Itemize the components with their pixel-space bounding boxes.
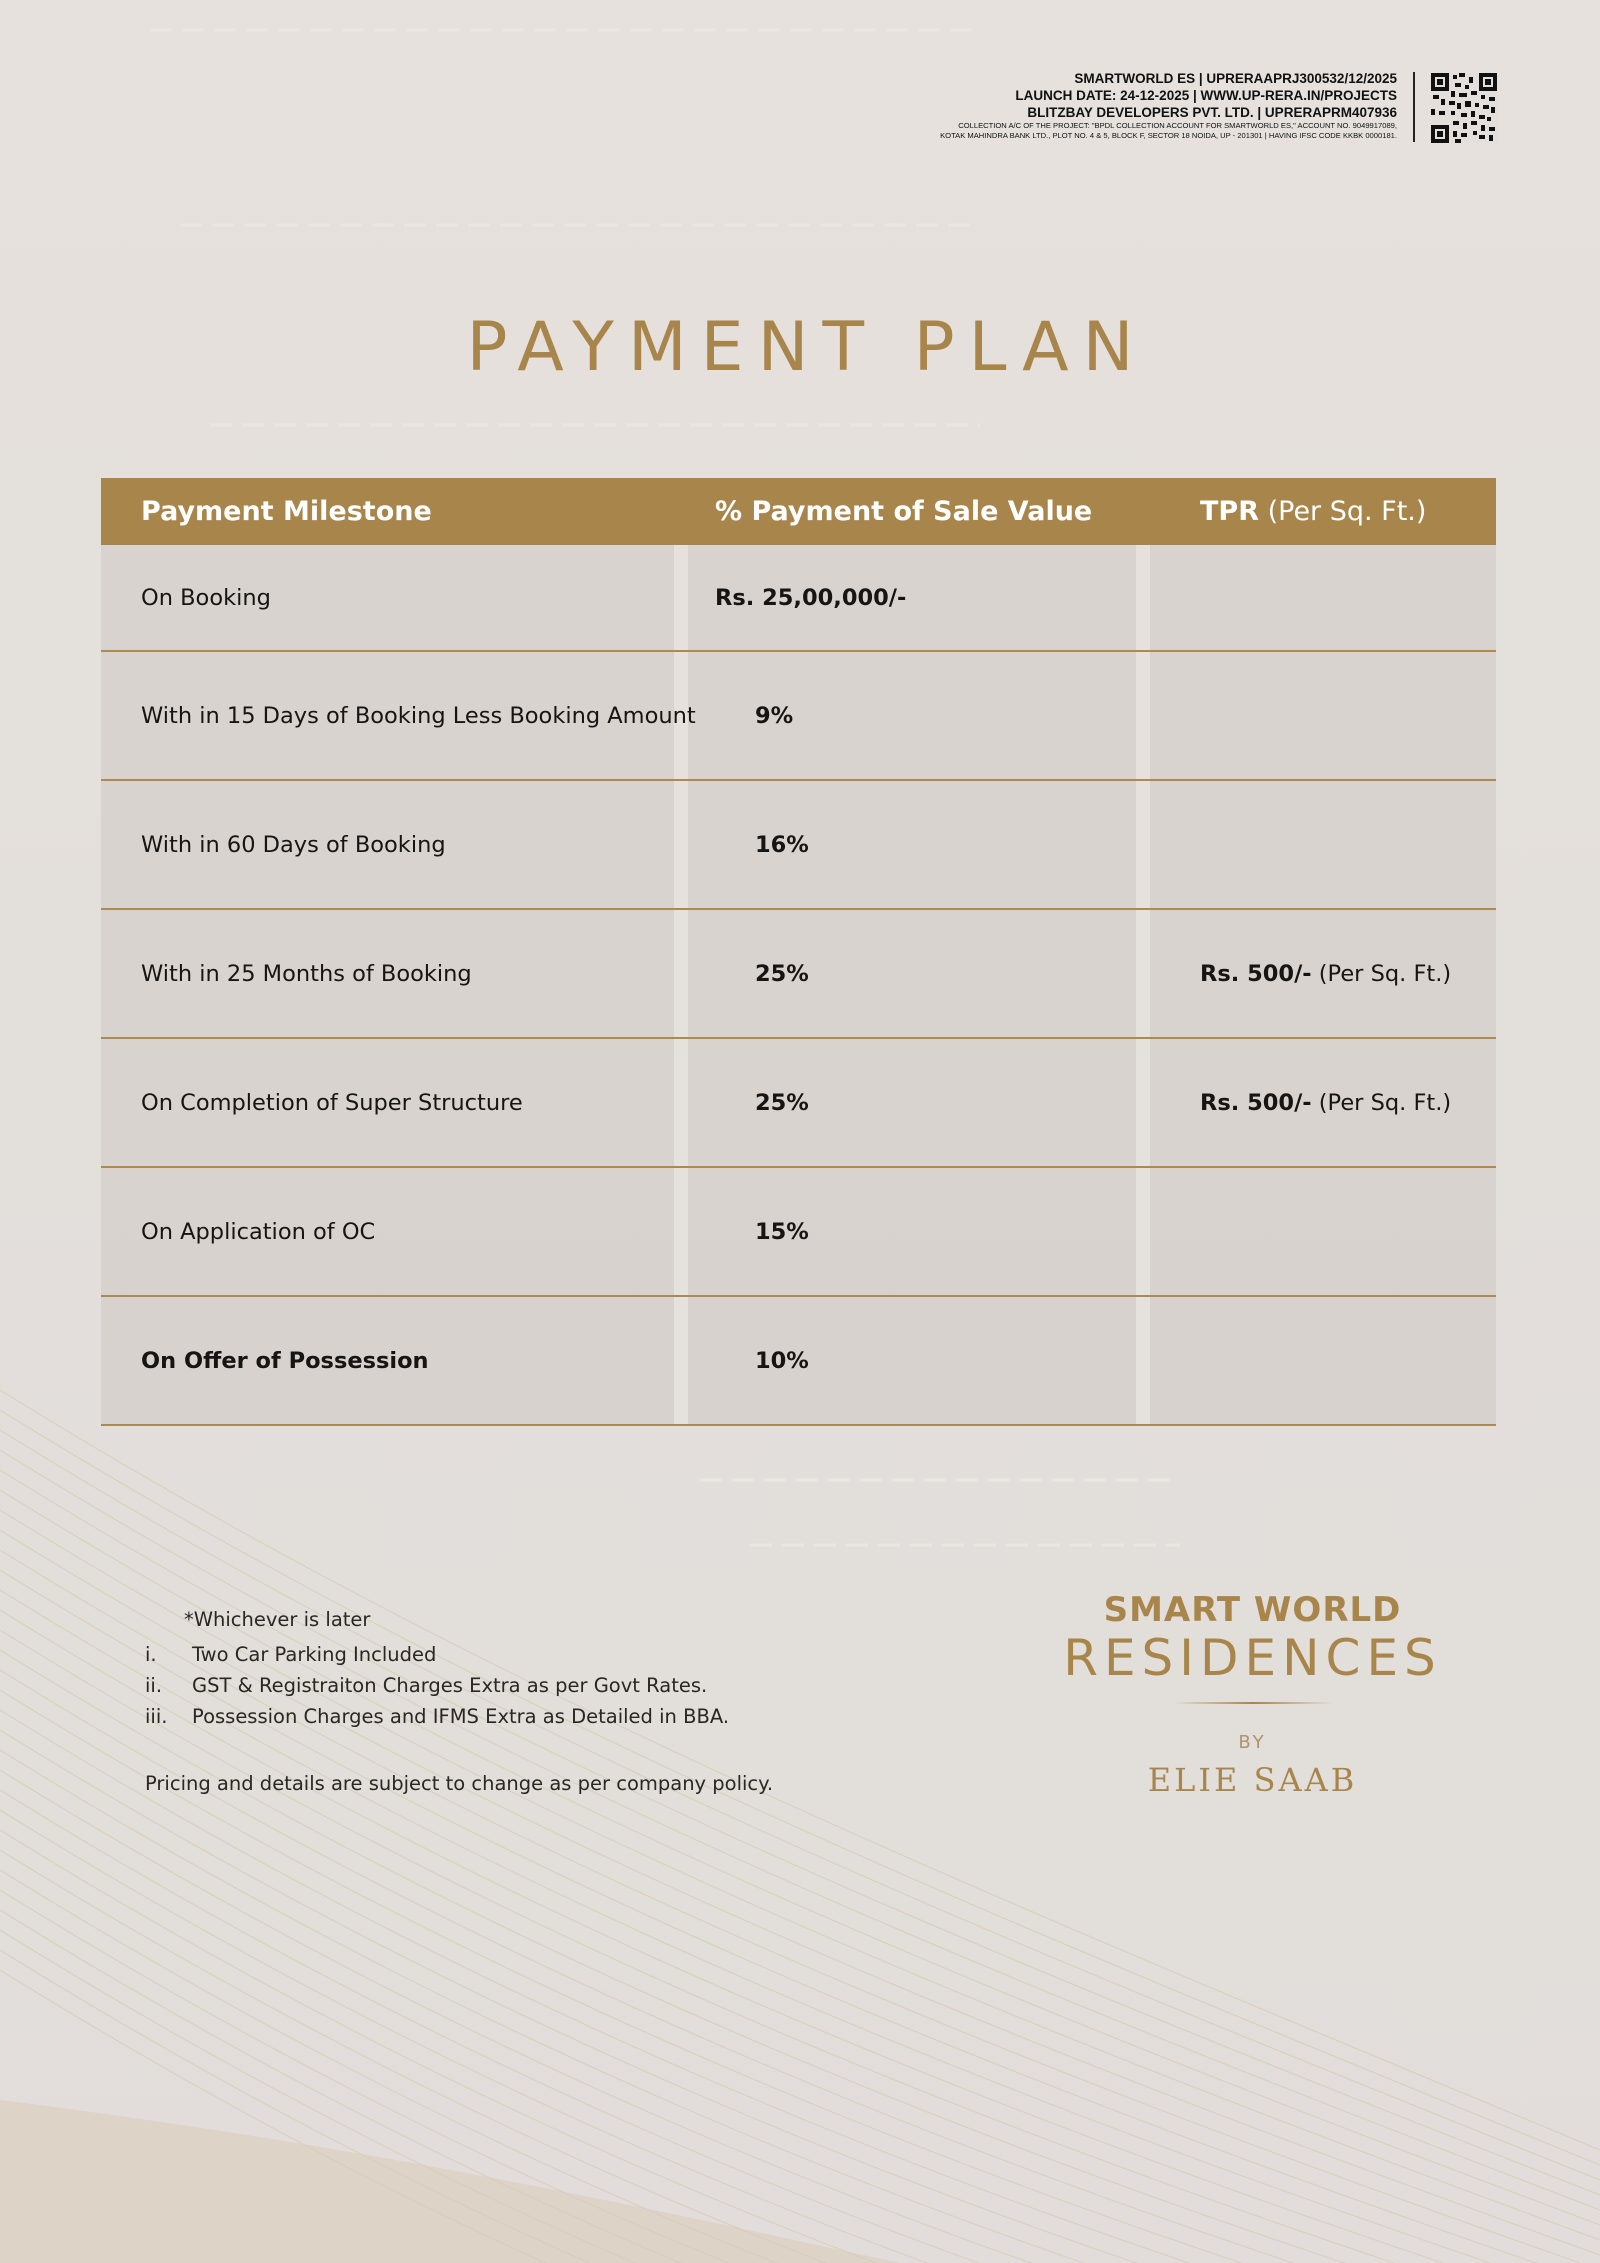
list-item-number: ii. (145, 1674, 163, 1697)
logo-divider (1173, 1702, 1333, 1704)
table-header (101, 478, 1496, 545)
policy-note: Pricing and details are subject to change as per company policy. (145, 1772, 774, 1795)
row-milestone: On Completion of Super Structure (141, 1089, 523, 1116)
row-tpr-value: Rs. 500/- (1200, 1089, 1312, 1116)
header-tpr-unit: (Per Sq. Ft.) (1267, 496, 1427, 527)
header-milestone: Payment Milestone (141, 496, 432, 527)
rera-account-line: COLLECTION A/C OF THE PROJECT: "BPDL COLLECTION ACCOUNT FOR SMARTWORLD ES," ACCOUNT NO. 9049917089, (958, 121, 1397, 130)
logo-by: BY (1238, 1732, 1267, 1753)
list-item-text: Possession Charges and IFMS Extra as Detailed in BBA. (192, 1705, 730, 1728)
rera-divider (1413, 72, 1415, 142)
logo-residences: RESIDENCES (1063, 1629, 1442, 1687)
list-item-text: Two Car Parking Included (192, 1643, 437, 1666)
rera-developer-line: BLITZBAY DEVELOPERS PVT. LTD. | UPRERAPRM407936 (1027, 105, 1397, 120)
table-row (101, 1168, 1496, 1297)
table-row (101, 1297, 1496, 1426)
smart-world-residences-logo (1030, 1590, 1475, 1799)
row-tpr-value: Rs. 500/- (1200, 960, 1312, 987)
rera-launch-line: LAUNCH DATE: 24-12-2025 | WWW.UP-RERA.IN/PROJECTS (1015, 88, 1397, 103)
row-milestone: With in 15 Days of Booking Less Booking Amount (141, 702, 696, 729)
header-payment: % Payment of Sale Value (715, 496, 1093, 527)
row-payment: 25% (755, 960, 809, 987)
table-row (101, 781, 1496, 910)
row-tpr (1200, 1090, 1451, 1116)
row-milestone: With in 25 Months of Booking (141, 960, 472, 987)
rera-project-line: SMARTWORLD ES | UPRERAAPRJ300532/12/2025 (1074, 71, 1397, 86)
table-row (101, 652, 1496, 781)
row-payment: 15% (755, 1218, 809, 1245)
row-payment: 10% (755, 1347, 809, 1374)
row-milestone: On Offer of Possession (141, 1347, 429, 1374)
row-tpr-unit: (Per Sq. Ft.) (1318, 1089, 1452, 1116)
row-payment: 16% (755, 831, 809, 858)
row-payment: 9% (755, 702, 794, 729)
row-milestone: On Application of OC (141, 1218, 376, 1245)
qr-code-icon[interactable] (1431, 73, 1497, 143)
row-tpr (1200, 961, 1451, 987)
rera-bank-line: KOTAK MAHINDRA BANK LTD., PLOT NO. 4 & 5, BLOCK F, SECTOR 18 NOIDA, UP - 201301 | HAVING IFSC CODE KKBK 0000181. (940, 131, 1397, 140)
table-body (101, 545, 1496, 1426)
whichever-note: *Whichever is later (184, 1608, 371, 1631)
table-row (101, 545, 1496, 652)
table-row (101, 910, 1496, 1039)
list-item-number: iii. (145, 1705, 168, 1728)
page-title: PAYMENT PLAN (466, 308, 1148, 387)
rera-registration-block (797, 70, 1397, 141)
list-item-text: GST & Registraiton Charges Extra as per Govt Rates. (192, 1674, 708, 1697)
list-item-number: i. (145, 1643, 157, 1666)
row-milestone: On Booking (141, 584, 271, 611)
row-payment: 25% (755, 1089, 809, 1116)
payment-plan-table (101, 478, 1496, 1426)
table-row (101, 1039, 1496, 1168)
header-tpr-label: TPR (1200, 496, 1259, 527)
logo-brand: SMART WORLD (1103, 1590, 1402, 1630)
row-milestone: With in 60 Days of Booking (141, 831, 446, 858)
row-payment: Rs. 25,00,000/- (715, 584, 907, 611)
row-tpr-unit: (Per Sq. Ft.) (1318, 960, 1452, 987)
header-tpr (1200, 496, 1426, 527)
logo-designer: ELIE SAAB (1147, 1761, 1358, 1799)
